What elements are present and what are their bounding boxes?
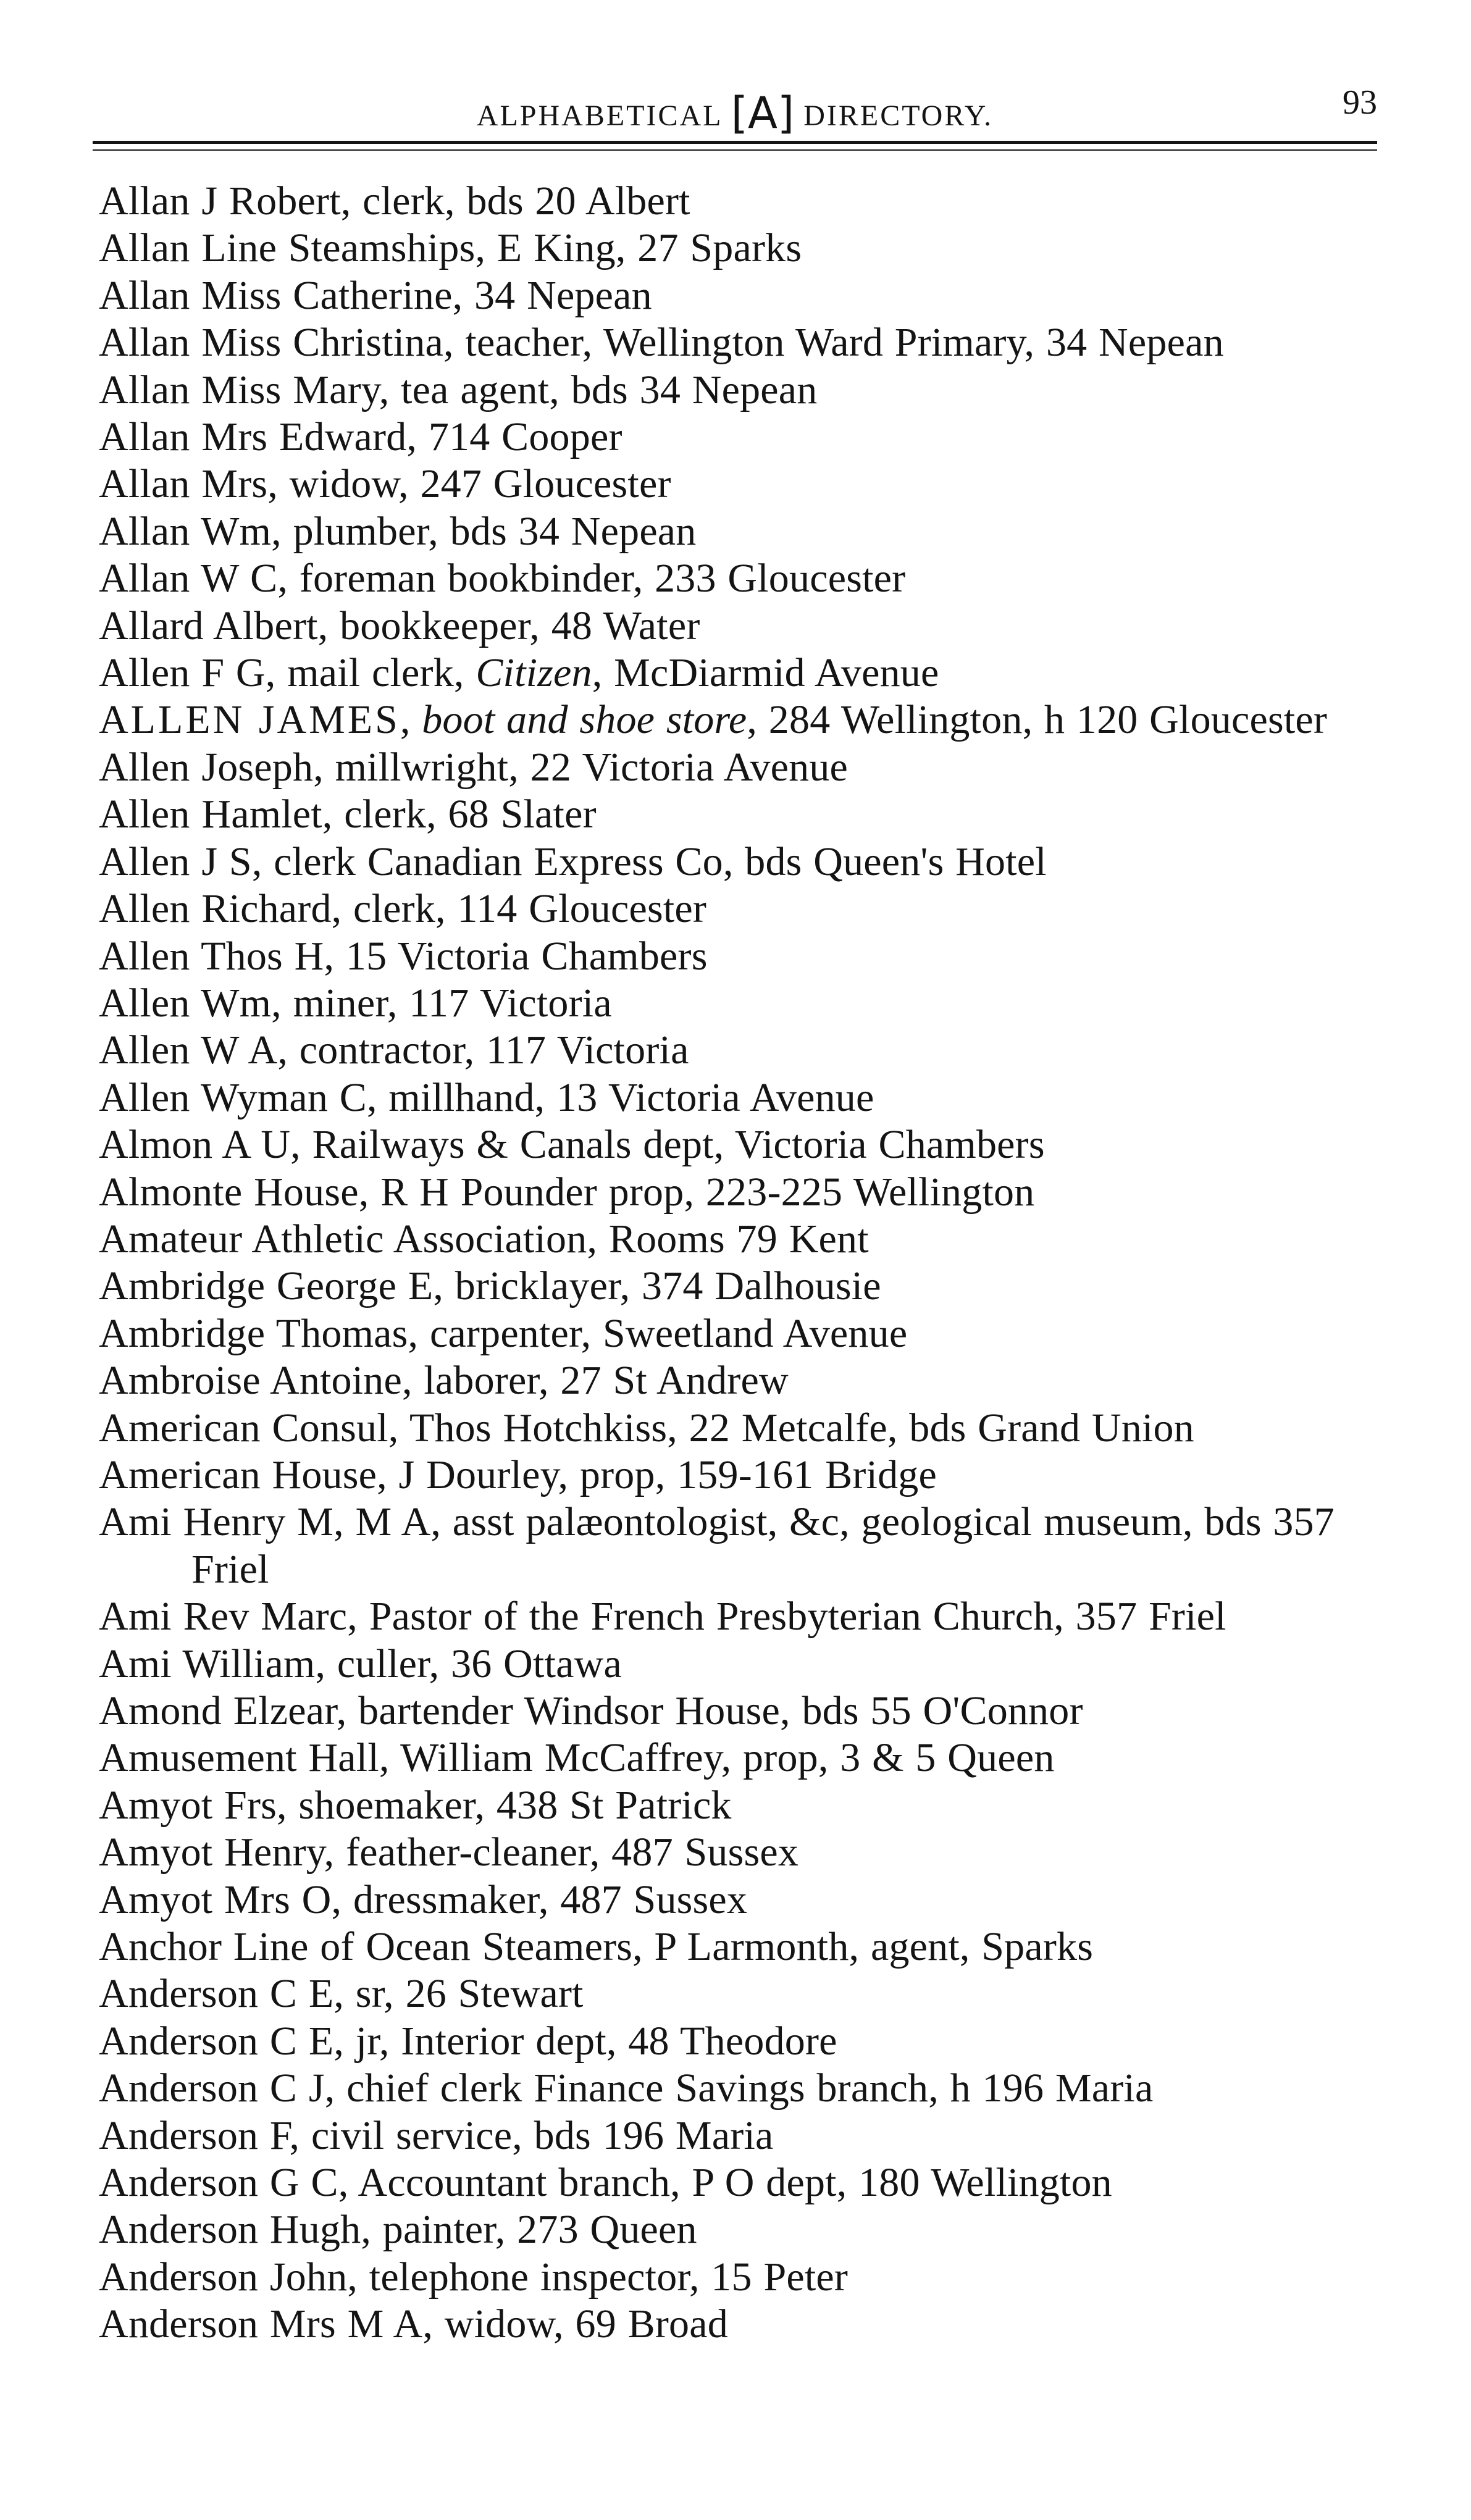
directory-entry	[99, 2159, 1389, 2206]
directory-entry	[99, 980, 1389, 1027]
directory-entry	[99, 697, 1389, 743]
header-rule-thin	[93, 149, 1377, 151]
entry-text: Allen F G, mail clerk,	[99, 650, 476, 696]
directory-entry	[99, 2112, 1389, 2159]
entry-text: , McDiarmid Avenue	[592, 650, 939, 696]
entry-italic-text: boot and shoe store	[422, 697, 747, 743]
header-rule-thick	[93, 141, 1377, 144]
entry-text: Ami Henry M, M A, asst palæontologist, &c, geological museum, bds 357 Friel	[99, 1499, 1335, 1592]
entry-text: Anderson C J, chief clerk Finance Savings branch, h 196 Maria	[99, 2066, 1154, 2111]
entry-text: Amyot Frs, shoemaker, 438 St Patrick	[99, 1782, 732, 1828]
directory-entry	[99, 1405, 1389, 1452]
entry-text: Amyot Henry, feather-cleaner, 487 Sussex	[99, 1830, 799, 1875]
entry-text: Amond Elzear, bartender Windsor House, bds 55 O'Connor	[99, 1688, 1083, 1733]
entry-text: Anderson F, civil service, bds 196 Maria	[99, 2112, 774, 2158]
entry-text: Allan Mrs Edward, 714 Cooper	[99, 414, 622, 460]
entry-text: Almon A U, Railways & Canals dept, Victoria Chambers	[99, 1122, 1045, 1168]
entry-text: Allan Mrs, widow, 247 Gloucester	[99, 461, 671, 507]
running-head	[93, 74, 1377, 138]
entry-text: Anderson C E, jr, Interior dept, 48 Theodore	[99, 2018, 837, 2064]
directory-entry	[99, 1121, 1389, 1168]
directory-entry	[99, 319, 1389, 366]
entry-text: Amateur Athletic Association, Rooms 79 Kent	[99, 1216, 869, 1262]
directory-entry	[99, 2301, 1389, 2348]
entry-text: , 284 Wellington, h 120 Gloucester	[747, 697, 1328, 743]
entry-text: ,	[400, 697, 422, 743]
directory-entry	[99, 555, 1389, 602]
entry-text: Allen Wyman C, millhand, 13 Victoria Avenue	[99, 1074, 874, 1120]
entry-text: Allan Miss Catherine, 34 Nepean	[99, 272, 652, 318]
directory-entry	[99, 885, 1389, 932]
directory-entry	[99, 2206, 1389, 2253]
header-title-right: DIRECTORY.	[803, 99, 994, 132]
entry-text: Ambroise Antoine, laborer, 27 St Andrew	[99, 1358, 789, 1404]
entry-text: Allen Joseph, millwright, 22 Victoria Avenue	[99, 744, 849, 790]
entry-text: Anchor Line of Ocean Steamers, P Larmonth, agent, Sparks	[99, 1924, 1094, 1970]
directory-entry	[99, 1074, 1389, 1121]
entry-text: Anderson Hugh, painter, 273 Queen	[99, 2207, 697, 2253]
entry-text: Anderson John, telephone inspector, 15 Peter	[99, 2254, 849, 2300]
directory-entry	[99, 1688, 1389, 1735]
directory-entry	[99, 461, 1389, 508]
entry-text: Allen Wm, miner, 117 Victoria	[99, 980, 612, 1026]
directory-entry	[99, 1357, 1389, 1404]
entry-text: Allen W A, contractor, 117 Victoria	[99, 1028, 689, 1073]
directory-entry	[99, 1782, 1389, 1829]
entry-text: American Consul, Thos Hotchkiss, 22 Metcalfe, bds Grand Union	[99, 1405, 1194, 1450]
entry-text: Ambridge George E, bricklayer, 374 Dalhousie	[99, 1263, 881, 1309]
entry-text: Amyot Mrs O, dressmaker, 487 Sussex	[99, 1877, 748, 1922]
entry-text: Ami William, culler, 36 Ottawa	[99, 1641, 622, 1686]
directory-entry	[99, 1593, 1389, 1640]
directory-entry	[99, 225, 1389, 272]
entry-text: Allen Thos H, 15 Victoria Chambers	[99, 933, 708, 979]
directory-entry	[99, 2018, 1389, 2065]
entry-caps-name: ALLEN JAMES	[99, 697, 400, 743]
directory-entry	[99, 414, 1389, 461]
directory-entry	[99, 1169, 1389, 1216]
directory-entry	[99, 1216, 1389, 1263]
entry-text: Allan W C, foreman bookbinder, 233 Gloucester	[99, 556, 906, 601]
directory-entry	[99, 2065, 1389, 2112]
directory-entry	[99, 1641, 1389, 1688]
directory-entry	[99, 1829, 1389, 1876]
directory-entry	[99, 367, 1389, 414]
entry-text: American House, J Dourley, prop, 159-161 Bridge	[99, 1452, 937, 1497]
entry-text: Allan J Robert, clerk, bds 20 Albert	[99, 178, 690, 224]
directory-entry	[99, 1027, 1389, 1074]
directory-entry	[99, 178, 1389, 225]
entry-text: Anderson G C, Accountant branch, P O dept, 180 Wellington	[99, 2160, 1112, 2206]
directory-entry	[99, 650, 1389, 697]
entry-text: Allen Hamlet, clerk, 68 Slater	[99, 792, 597, 837]
page-header-title	[93, 85, 1377, 136]
entry-text: Amusement Hall, William McCaffrey, prop, 3 & 5 Queen	[99, 1735, 1055, 1781]
directory-entry	[99, 839, 1389, 885]
entry-text: Allan Line Steamships, E King, 27 Sparks	[99, 225, 802, 271]
directory-entry	[99, 1970, 1389, 2017]
directory-entry	[99, 933, 1389, 980]
entry-text: Allan Wm, plumber, bds 34 Nepean	[99, 508, 697, 554]
directory-entry	[99, 1310, 1389, 1357]
entry-text: Ami Rev Marc, Pastor of the French Presbyterian Church, 357 Friel	[99, 1594, 1226, 1639]
directory-entry	[99, 1499, 1389, 1593]
directory-entry	[99, 1923, 1389, 1970]
entry-text: Allard Albert, bookkeeper, 48 Water	[99, 603, 700, 648]
directory-entry	[99, 603, 1389, 650]
entry-text: Ambridge Thomas, carpenter, Sweetland Avenue	[99, 1310, 908, 1356]
directory-entry	[99, 1452, 1389, 1499]
directory-entry	[99, 508, 1389, 555]
entry-text: Anderson C E, sr, 26 Stewart	[99, 1971, 584, 2017]
header-section-letter: [A]	[731, 88, 795, 138]
header-title-left: ALPHABETICAL	[476, 99, 722, 132]
entry-text: Almonte House, R H Pounder prop, 223-225 Wellington	[99, 1169, 1035, 1215]
entry-text: Allen J S, clerk Canadian Express Co, bds Queen's Hotel	[99, 839, 1047, 884]
directory-entry	[99, 791, 1389, 838]
directory-entry	[99, 1877, 1389, 1923]
entry-text: Allen Richard, clerk, 114 Gloucester	[99, 886, 707, 932]
directory-entry	[99, 272, 1389, 319]
directory-entry-list	[99, 178, 1389, 2348]
page-number: 93	[1343, 83, 1377, 122]
directory-entry	[99, 2254, 1389, 2301]
directory-entry	[99, 1735, 1389, 1781]
entry-text: Anderson Mrs M A, widow, 69 Broad	[99, 2301, 728, 2347]
directory-entry	[99, 744, 1389, 791]
directory-entry	[99, 1263, 1389, 1310]
entry-text: Allan Miss Mary, tea agent, bds 34 Nepean	[99, 367, 818, 412]
entry-italic-text: Citizen	[476, 650, 592, 696]
entry-text: Allan Miss Christina, teacher, Wellington Ward Primary, 34 Nepean	[99, 320, 1224, 366]
